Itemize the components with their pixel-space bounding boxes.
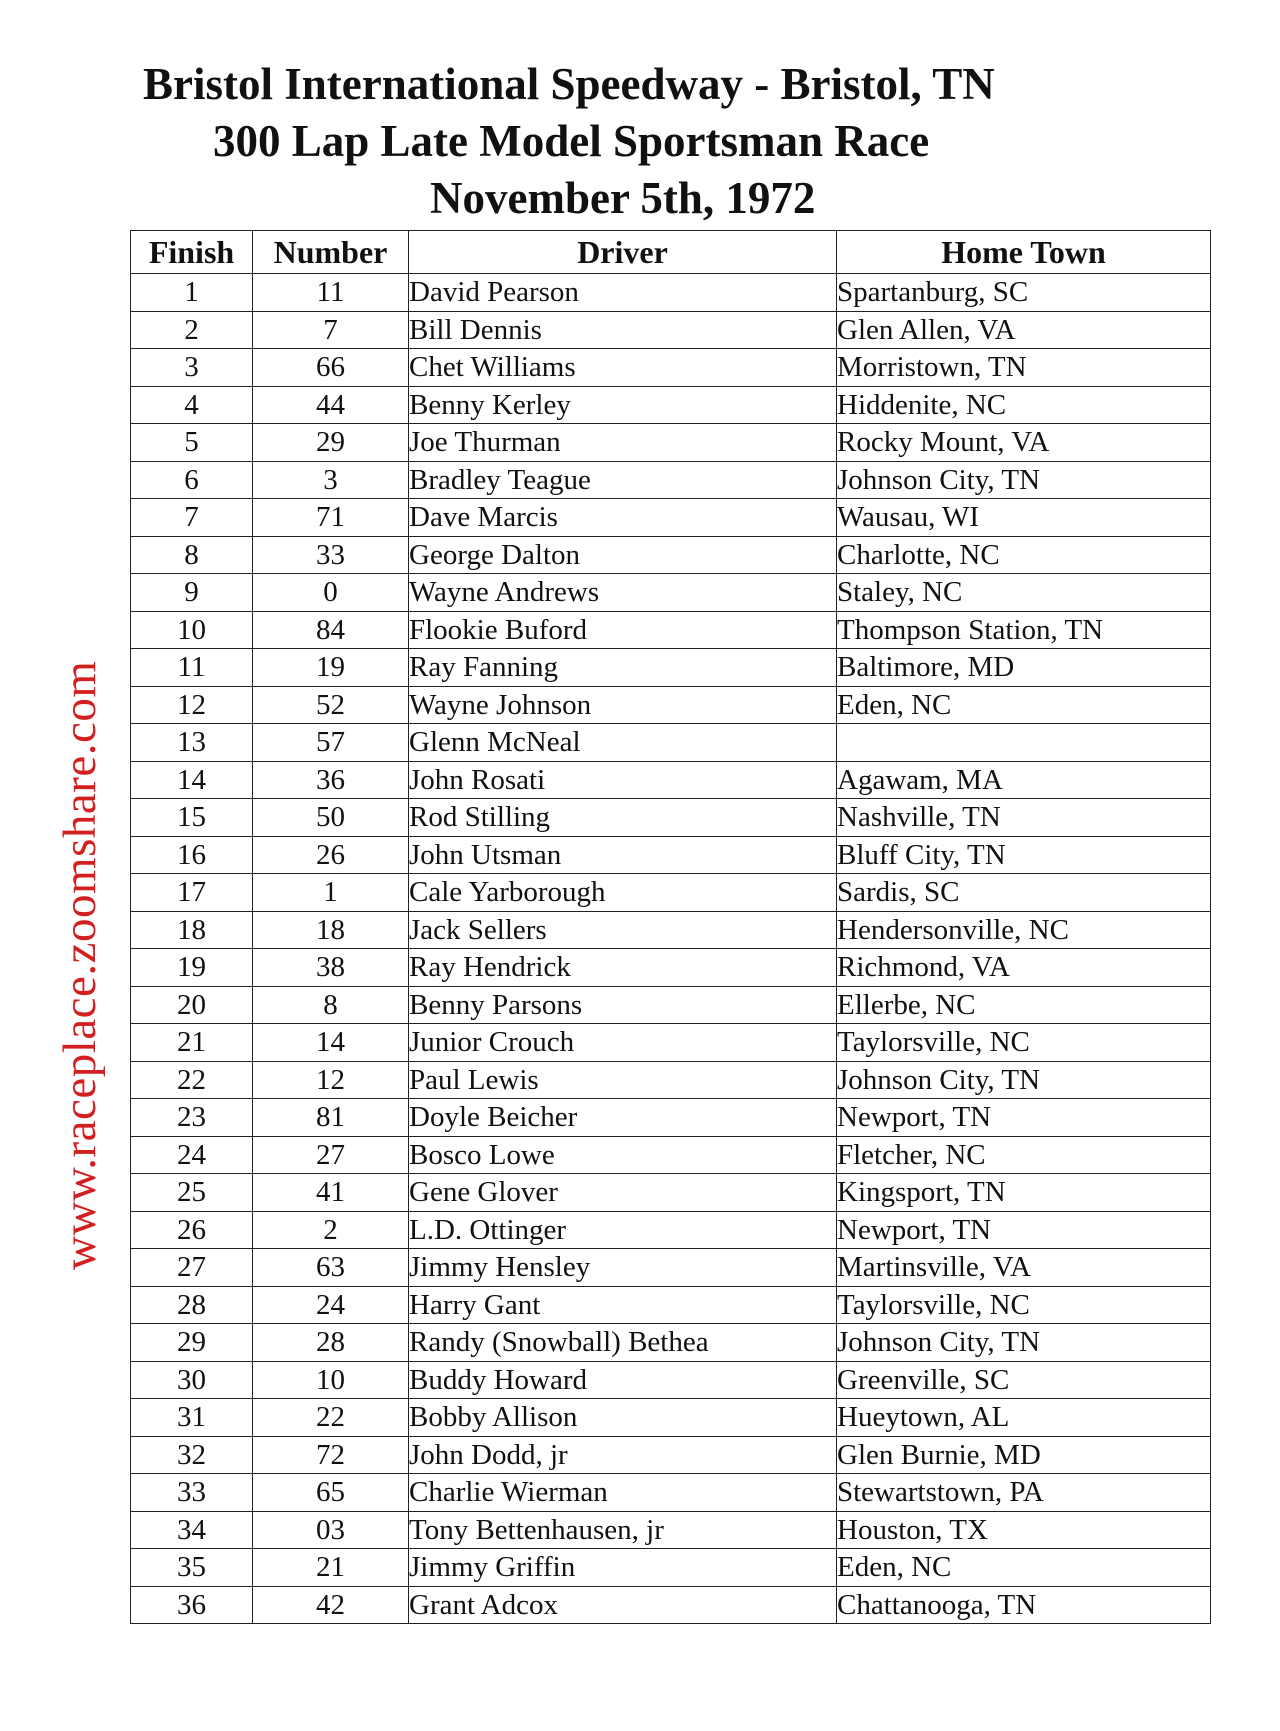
cell-driver: Bosco Lowe bbox=[409, 1136, 837, 1174]
cell-driver: Jimmy Hensley bbox=[409, 1249, 837, 1287]
cell-home-town: Hueytown, AL bbox=[837, 1399, 1211, 1437]
cell-home-town: Eden, NC bbox=[837, 1549, 1211, 1587]
table-row bbox=[131, 574, 1211, 612]
cell-finish: 11 bbox=[131, 649, 253, 687]
cell-home-town: Johnson City, TN bbox=[837, 1061, 1211, 1099]
table-row bbox=[131, 1024, 1211, 1062]
cell-home-town: Ellerbe, NC bbox=[837, 986, 1211, 1024]
cell-finish: 4 bbox=[131, 386, 253, 424]
cell-home-town: Johnson City, TN bbox=[837, 461, 1211, 499]
cell-finish: 22 bbox=[131, 1061, 253, 1099]
cell-finish: 15 bbox=[131, 799, 253, 837]
cell-finish: 34 bbox=[131, 1511, 253, 1549]
cell-driver: Benny Kerley bbox=[409, 386, 837, 424]
table-row bbox=[131, 1249, 1211, 1287]
cell-home-town: Martinsville, VA bbox=[837, 1249, 1211, 1287]
cell-number: 41 bbox=[253, 1174, 409, 1212]
cell-home-town: Kingsport, TN bbox=[837, 1174, 1211, 1212]
cell-number: 8 bbox=[253, 986, 409, 1024]
cell-home-town: Wausau, WI bbox=[837, 499, 1211, 537]
cell-number: 66 bbox=[253, 349, 409, 387]
cell-finish: 31 bbox=[131, 1399, 253, 1437]
title-race: 300 Lap Late Model Sportsman Race bbox=[213, 116, 930, 166]
column-header-finish: Finish bbox=[131, 231, 253, 274]
table-row bbox=[131, 1211, 1211, 1249]
cell-number: 3 bbox=[253, 461, 409, 499]
cell-number: 44 bbox=[253, 386, 409, 424]
cell-home-town: Baltimore, MD bbox=[837, 649, 1211, 687]
cell-number: 63 bbox=[253, 1249, 409, 1287]
cell-finish: 26 bbox=[131, 1211, 253, 1249]
cell-driver: Junior Crouch bbox=[409, 1024, 837, 1062]
cell-number: 28 bbox=[253, 1324, 409, 1362]
table-row bbox=[131, 386, 1211, 424]
cell-driver: Chet Williams bbox=[409, 349, 837, 387]
table-row bbox=[131, 311, 1211, 349]
cell-number: 84 bbox=[253, 611, 409, 649]
cell-number: 72 bbox=[253, 1436, 409, 1474]
cell-driver: George Dalton bbox=[409, 536, 837, 574]
table-row bbox=[131, 274, 1211, 312]
cell-driver: Wayne Johnson bbox=[409, 686, 837, 724]
table-row bbox=[131, 649, 1211, 687]
cell-home-town: Staley, NC bbox=[837, 574, 1211, 612]
cell-driver: L.D. Ottinger bbox=[409, 1211, 837, 1249]
table-row bbox=[131, 1549, 1211, 1587]
cell-home-town: Chattanooga, TN bbox=[837, 1586, 1211, 1624]
cell-finish: 30 bbox=[131, 1361, 253, 1399]
cell-number: 19 bbox=[253, 649, 409, 687]
cell-driver: John Dodd, jr bbox=[409, 1436, 837, 1474]
cell-driver: Gene Glover bbox=[409, 1174, 837, 1212]
table-row bbox=[131, 949, 1211, 987]
cell-number: 26 bbox=[253, 836, 409, 874]
title-date: November 5th, 1972 bbox=[430, 173, 816, 223]
cell-home-town: Greenville, SC bbox=[837, 1361, 1211, 1399]
cell-finish: 35 bbox=[131, 1549, 253, 1587]
table-row bbox=[131, 1174, 1211, 1212]
cell-finish: 12 bbox=[131, 686, 253, 724]
cell-number: 03 bbox=[253, 1511, 409, 1549]
cell-home-town: Eden, NC bbox=[837, 686, 1211, 724]
cell-driver: Grant Adcox bbox=[409, 1586, 837, 1624]
table-row bbox=[131, 724, 1211, 762]
cell-home-town: Sardis, SC bbox=[837, 874, 1211, 912]
cell-finish: 21 bbox=[131, 1024, 253, 1062]
column-header-home-town: Home Town bbox=[837, 231, 1211, 274]
cell-driver: Harry Gant bbox=[409, 1286, 837, 1324]
cell-number: 21 bbox=[253, 1549, 409, 1587]
table-row bbox=[131, 461, 1211, 499]
cell-finish: 8 bbox=[131, 536, 253, 574]
header-row bbox=[131, 231, 1211, 274]
column-header-number: Number bbox=[253, 231, 409, 274]
cell-finish: 10 bbox=[131, 611, 253, 649]
cell-number: 36 bbox=[253, 761, 409, 799]
cell-finish: 25 bbox=[131, 1174, 253, 1212]
table-row bbox=[131, 1399, 1211, 1437]
table-row bbox=[131, 499, 1211, 537]
cell-driver: David Pearson bbox=[409, 274, 837, 312]
cell-number: 12 bbox=[253, 1061, 409, 1099]
cell-home-town: Spartanburg, SC bbox=[837, 274, 1211, 312]
cell-driver: Tony Bettenhausen, jr bbox=[409, 1511, 837, 1549]
table-row bbox=[131, 874, 1211, 912]
cell-home-town: Stewartstown, PA bbox=[837, 1474, 1211, 1512]
cell-driver: Joe Thurman bbox=[409, 424, 837, 462]
cell-number: 27 bbox=[253, 1136, 409, 1174]
cell-home-town: Nashville, TN bbox=[837, 799, 1211, 837]
table-row bbox=[131, 799, 1211, 837]
cell-driver: Benny Parsons bbox=[409, 986, 837, 1024]
cell-number: 50 bbox=[253, 799, 409, 837]
cell-number: 10 bbox=[253, 1361, 409, 1399]
table-row bbox=[131, 536, 1211, 574]
cell-driver: Paul Lewis bbox=[409, 1061, 837, 1099]
cell-home-town: Glen Allen, VA bbox=[837, 311, 1211, 349]
cell-home-town: Morristown, TN bbox=[837, 349, 1211, 387]
cell-driver: Jimmy Griffin bbox=[409, 1549, 837, 1587]
cell-finish: 7 bbox=[131, 499, 253, 537]
cell-number: 11 bbox=[253, 274, 409, 312]
cell-number: 1 bbox=[253, 874, 409, 912]
cell-finish: 1 bbox=[131, 274, 253, 312]
table-row bbox=[131, 686, 1211, 724]
table-row bbox=[131, 986, 1211, 1024]
table-row bbox=[131, 1136, 1211, 1174]
table-row bbox=[131, 1511, 1211, 1549]
cell-number: 0 bbox=[253, 574, 409, 612]
cell-number: 18 bbox=[253, 911, 409, 949]
cell-home-town: Hiddenite, NC bbox=[837, 386, 1211, 424]
column-header-driver: Driver bbox=[409, 231, 837, 274]
cell-finish: 23 bbox=[131, 1099, 253, 1137]
table-row bbox=[131, 761, 1211, 799]
table-row bbox=[131, 1324, 1211, 1362]
cell-number: 38 bbox=[253, 949, 409, 987]
cell-finish: 29 bbox=[131, 1324, 253, 1362]
cell-number: 14 bbox=[253, 1024, 409, 1062]
cell-driver: Wayne Andrews bbox=[409, 574, 837, 612]
cell-number: 57 bbox=[253, 724, 409, 762]
cell-number: 71 bbox=[253, 499, 409, 537]
cell-number: 42 bbox=[253, 1586, 409, 1624]
cell-driver: John Rosati bbox=[409, 761, 837, 799]
cell-finish: 14 bbox=[131, 761, 253, 799]
cell-home-town: Rocky Mount, VA bbox=[837, 424, 1211, 462]
table-row bbox=[131, 1436, 1211, 1474]
cell-home-town: Johnson City, TN bbox=[837, 1324, 1211, 1362]
cell-number: 29 bbox=[253, 424, 409, 462]
cell-driver: Bradley Teague bbox=[409, 461, 837, 499]
watermark-url: www.raceplace.zoomshare.com bbox=[54, 660, 106, 1270]
cell-driver: Glenn McNeal bbox=[409, 724, 837, 762]
cell-finish: 5 bbox=[131, 424, 253, 462]
table-row bbox=[131, 424, 1211, 462]
cell-home-town: Newport, TN bbox=[837, 1211, 1211, 1249]
table-row bbox=[131, 1099, 1211, 1137]
cell-number: 2 bbox=[253, 1211, 409, 1249]
table-row bbox=[131, 611, 1211, 649]
table-row bbox=[131, 1286, 1211, 1324]
table-row bbox=[131, 836, 1211, 874]
table-row bbox=[131, 1061, 1211, 1099]
results-table bbox=[130, 230, 1211, 1624]
cell-number: 24 bbox=[253, 1286, 409, 1324]
cell-finish: 3 bbox=[131, 349, 253, 387]
cell-home-town: Taylorsville, NC bbox=[837, 1286, 1211, 1324]
cell-finish: 28 bbox=[131, 1286, 253, 1324]
cell-finish: 36 bbox=[131, 1586, 253, 1624]
cell-home-town: Thompson Station, TN bbox=[837, 611, 1211, 649]
cell-finish: 13 bbox=[131, 724, 253, 762]
table-row bbox=[131, 349, 1211, 387]
cell-home-town: Richmond, VA bbox=[837, 949, 1211, 987]
cell-finish: 33 bbox=[131, 1474, 253, 1512]
results-body bbox=[131, 274, 1211, 1624]
cell-driver: Bobby Allison bbox=[409, 1399, 837, 1437]
cell-finish: 20 bbox=[131, 986, 253, 1024]
cell-number: 7 bbox=[253, 311, 409, 349]
cell-finish: 2 bbox=[131, 311, 253, 349]
cell-driver: Ray Fanning bbox=[409, 649, 837, 687]
cell-number: 33 bbox=[253, 536, 409, 574]
cell-finish: 17 bbox=[131, 874, 253, 912]
cell-finish: 32 bbox=[131, 1436, 253, 1474]
cell-driver: Randy (Snowball) Bethea bbox=[409, 1324, 837, 1362]
cell-home-town bbox=[837, 724, 1211, 762]
cell-finish: 6 bbox=[131, 461, 253, 499]
cell-home-town: Houston, TX bbox=[837, 1511, 1211, 1549]
cell-driver: Doyle Beicher bbox=[409, 1099, 837, 1137]
title-speedway: Bristol International Speedway - Bristol, TN bbox=[143, 59, 995, 109]
cell-home-town: Fletcher, NC bbox=[837, 1136, 1211, 1174]
cell-finish: 16 bbox=[131, 836, 253, 874]
cell-finish: 27 bbox=[131, 1249, 253, 1287]
cell-home-town: Hendersonville, NC bbox=[837, 911, 1211, 949]
cell-driver: Flookie Buford bbox=[409, 611, 837, 649]
cell-driver: Jack Sellers bbox=[409, 911, 837, 949]
cell-home-town: Glen Burnie, MD bbox=[837, 1436, 1211, 1474]
cell-driver: Buddy Howard bbox=[409, 1361, 837, 1399]
table-row bbox=[131, 911, 1211, 949]
cell-finish: 24 bbox=[131, 1136, 253, 1174]
cell-number: 52 bbox=[253, 686, 409, 724]
cell-driver: Cale Yarborough bbox=[409, 874, 837, 912]
cell-number: 22 bbox=[253, 1399, 409, 1437]
cell-home-town: Bluff City, TN bbox=[837, 836, 1211, 874]
cell-finish: 19 bbox=[131, 949, 253, 987]
cell-finish: 9 bbox=[131, 574, 253, 612]
cell-driver: Rod Stilling bbox=[409, 799, 837, 837]
cell-number: 81 bbox=[253, 1099, 409, 1137]
cell-home-town: Charlotte, NC bbox=[837, 536, 1211, 574]
cell-driver: Bill Dennis bbox=[409, 311, 837, 349]
cell-driver: Dave Marcis bbox=[409, 499, 837, 537]
table-row bbox=[131, 1361, 1211, 1399]
cell-driver: John Utsman bbox=[409, 836, 837, 874]
table-row bbox=[131, 1586, 1211, 1624]
cell-home-town: Agawam, MA bbox=[837, 761, 1211, 799]
cell-driver: Charlie Wierman bbox=[409, 1474, 837, 1512]
cell-home-town: Taylorsville, NC bbox=[837, 1024, 1211, 1062]
table-row bbox=[131, 1474, 1211, 1512]
cell-number: 65 bbox=[253, 1474, 409, 1512]
cell-finish: 18 bbox=[131, 911, 253, 949]
cell-driver: Ray Hendrick bbox=[409, 949, 837, 987]
cell-home-town: Newport, TN bbox=[837, 1099, 1211, 1137]
